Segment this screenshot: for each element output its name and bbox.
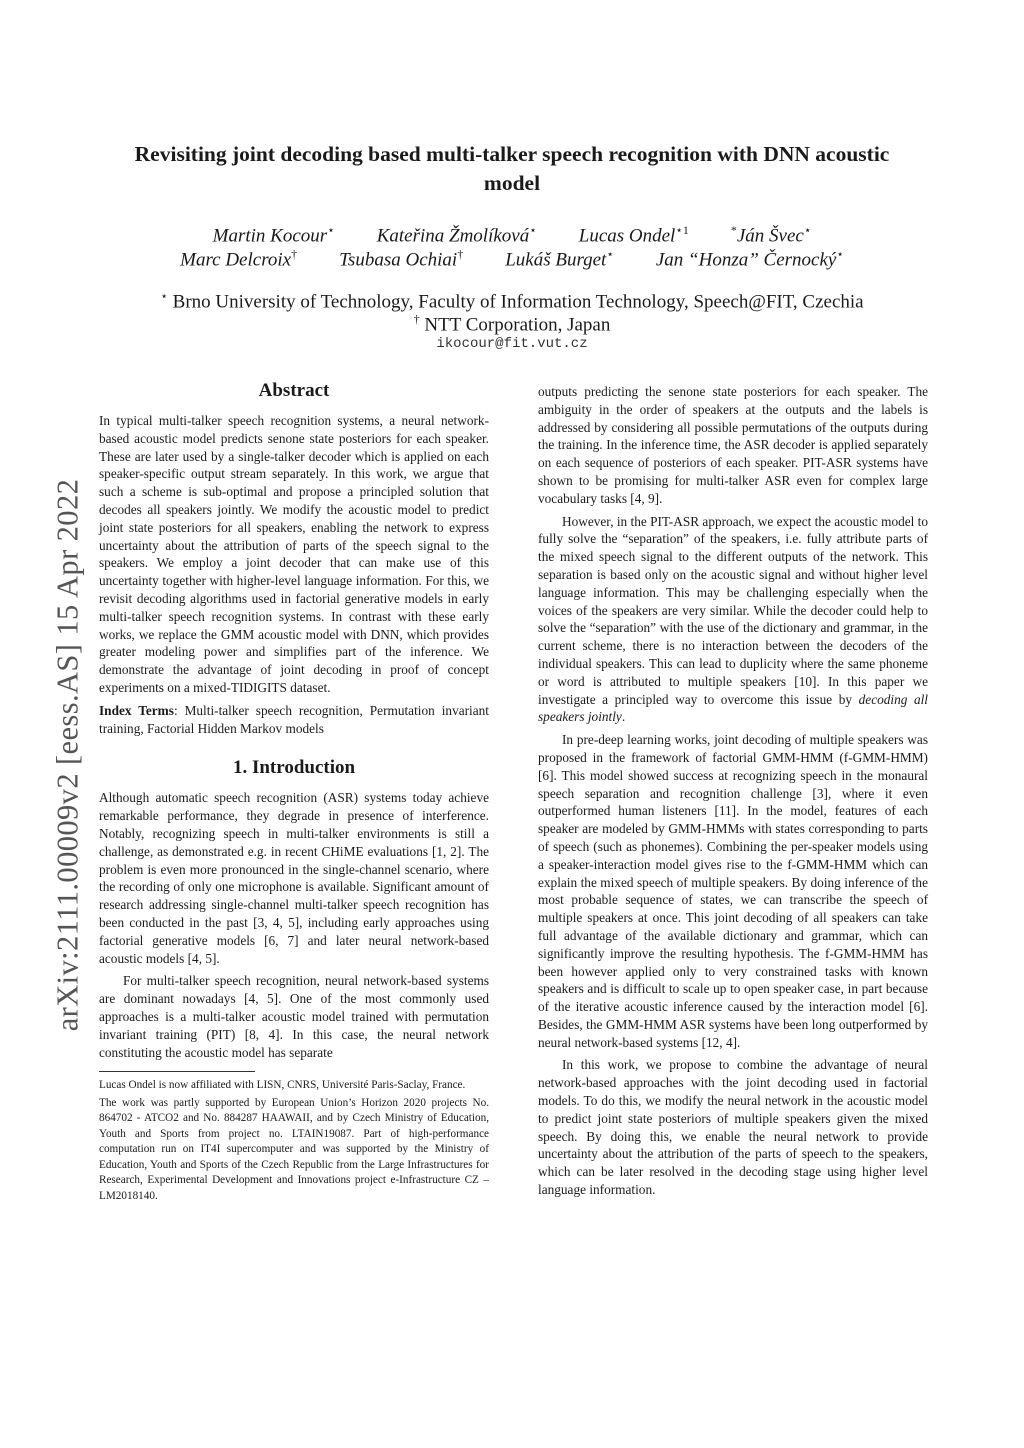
body-paragraph: However, in the PIT-ASR approach, we expect the acoustic model to fully solve the “separation” of the speakers, i.e. fully attribute parts of the mixed speech signal to the different outputs of the network. This separation is based only on the acoustic signal and without higher level language information. This may be challenging especially when the voices of the speakers are very similar. While the decoder could help to solve the “separation” with the use of the dictionary and grammar, in the current scheme, there is no interaction between the decoders of the individual speakers. This can lead to duplicity where the same phoneme or word is attributed to multiple speakers [10]. In this paper we investigate a principled way to overcome this issue by decoding all speakers jointly.: [538, 513, 929, 725]
affiliation-brno: ⋆ Brno University of Technology, Faculty of Information Technology, Speech@FIT, Czechia: [160, 289, 864, 313]
abstract-text: In typical multi-talker speech recognition systems, a neural network-based acoustic model predicts senone state posteriors for each speaker. These are later used by a single-talker decoder which is applied on each speaker-specific output stream separately. In this work, we argue that such a scheme is sub-optimal and propose a principled solution that decodes all speakers jointly. We modify the acoustic model to predict joint state posteriors for all speakers, enabling the network to express uncertainty about the attribution of parts of the speech signal to the speakers. We employ a joint decoder that can make use of this uncertainty together with higher-level language information. For this, we revisit decoding algorithms used in factorial generative models in early multi-talker speech recognition systems. In contrast with these early works, we replace the GMM acoustic model with DNN, which provides greater modeling power and simplifies part of the inference. We demonstrate the advantage of joint decoding in proof of concept experiments on a mixed-TIDIGITS dataset.: [99, 413, 489, 695]
intro-paragraph: Although automatic speech recognition (ASR) systems today achieve remarkable performance, they degrade in presence of interference. Notably, recognizing speech in multi-talker environments is still a challenge, as demonstrated e.g. in recent CHiME evaluations [1, 2]. The problem is even more pronounced in the single-channel scenario, where the recording of only one microphone is available. Significant amount of research addressing single-channel multi-talker speech recognition has been conducted in the past [3, 4, 5], including early approaches using factorial generative models [6, 7] and later neural network-based acoustic models [4, 5].: [99, 790, 489, 966]
abstract-heading: Abstract: [258, 380, 330, 401]
intro-paragraph: For multi-talker speech recognition, neural network-based systems are dominant nowadays [4, 5]. One of the most commonly used approaches is a multi-talker acoustic model trained with permutation invariant training (PIT) [8, 4]. In this case, the neural network constituting the acoustic model has separate: [99, 973, 489, 1060]
author: Lukáš Burget⋆: [505, 247, 614, 271]
author: Tsubasa Ochiai†: [339, 247, 464, 271]
author: Marc Delcroix†: [180, 247, 298, 271]
introduction-heading: 1. Introduction: [232, 757, 356, 779]
body-paragraph: In pre-deep learning works, joint decoding of multiple speakers was proposed in the framework of factorial GMM-HMM (f-GMM-HMM) [6]. This model showed success at recognizing speech in the monaural speech separation and recognition challenge [3], where it even outperformed human listeners [11]. In the model, features of each speaker are modeled by GMM-HMMs with states corresponding to parts of speech (such as phonemes). Combining the per-speaker models using a speaker-interaction model gives rise to the f-GMM-HMM which can explain the mixed speech of multiple speakers. By doing inference of the most probable sequence of states, we can transcribe the speech of multiple speakers at once. This joint decoding of all speakers can take full advantage of the available dictionary and grammar, which can significantly improve the resulting hypothesis. The f-GMM-HMM has been however applied only to very constrained tasks with known speakers and is difficult to scale up to open speaker case, in part because of the iterative acoustic inference caused by the interaction model [6]. Besides, the GMM-HMM ASR systems have been long outperformed by neural network-based systems [12, 4].: [538, 732, 928, 1050]
footnote-funding: The work was partly supported by European Union’s Horizon 2020 projects No. 864702 - ATCO2 and No. 884287 HAAWAII, and by Czech Ministry of Education, Youth and Sports from project no. LTAIN19087. Part of high-performance computation run on IT4I supercomputer and was supported by the Ministry of Education, Youth and Sports of the Czech Republic from the Large Infrastructures for Research, Experimental Development and Innovations project e-Infrastructure CZ – LM2018140.: [99, 1096, 489, 1202]
author: Martin Kocour⋆: [212, 223, 335, 247]
authors-row-2: [112, 242, 912, 272]
left-column: [99, 380, 489, 1204]
author: Kateřina Žmolíková⋆: [376, 223, 537, 247]
index-terms: Index Terms: Multi-talker speech recognition, Permutation invariant training, Factorial Hidden Markov models: [99, 702, 489, 736]
right-column: [538, 383, 928, 1199]
footnote-divider: [99, 1071, 255, 1072]
affiliation-ntt: † NTT Corporation, Japan: [413, 312, 611, 336]
footnote-affiliation: Lucas Ondel is now affiliated with LISN, CNRS, Université Paris-Saclay, France.: [99, 1079, 466, 1092]
contact-email: ikocour@fit.vut.cz: [436, 336, 588, 352]
arxiv-identifier: arXiv:2111.00009v2 [eess.AS] 15 Apr 2022: [50, 478, 85, 1031]
body-paragraph: outputs predicting the senone state posteriors for each speaker. The ambiguity in the order of speakers at the outputs and the labels is addressed by considering all possible permutations of the outputs during the training. In the inference time, the ASR decoder is applied separately on each sequence of posteriors of each speaker. PIT-ASR systems have shown to be promising for multi-talker ASR even for complex large vocabulary tasks [4, 9].: [538, 384, 928, 506]
body-paragraph: In this work, we propose to combine the advantage of neural network-based approaches with the joint decoding used in factorial models. To do this, we modify the neural network in the acoustic model to predict joint state posteriors of multiple speakers given the mixed speech. By doing this, we enable the neural network to provide uncertainty about the attribution of the parts of speech to the speakers, which can be later resolved in the decoding stage using higher level language information.: [538, 1057, 928, 1198]
author: Lucas Ondel$^{⋆1}$: [578, 223, 689, 247]
paper-title: Revisiting joint decoding based multi-talker speech recognition with DNN acoustic model: [134, 142, 890, 195]
author: Jan “Honza” Černocký⋆: [655, 247, 844, 271]
author: *Ján Švec⋆: [730, 223, 812, 247]
